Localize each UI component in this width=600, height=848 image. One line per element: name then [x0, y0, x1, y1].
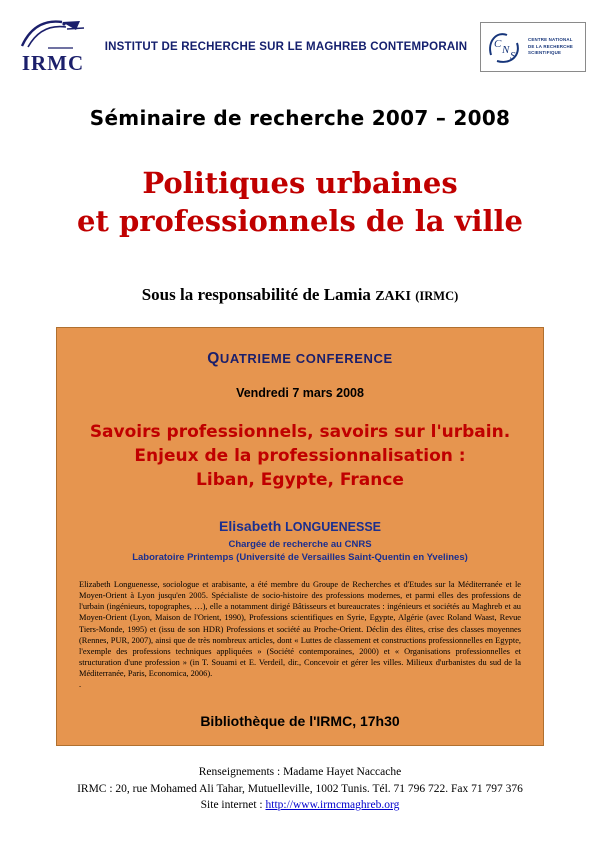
cnrs-logo	[480, 22, 586, 72]
speaker-bio-tail: .	[79, 680, 82, 690]
conference-title-line2: Enjeux de la professionnalisation :	[134, 445, 466, 466]
conference-title	[75, 420, 525, 492]
footer-address: IRMC : 20, rue Mohamed Ali Tahar, Mutuelleville, 1002 Tunis. Tél. 71 796 722. Fax 71 797 376	[77, 782, 523, 795]
main-title-line1: Politiques urbaines	[142, 166, 458, 200]
irmc-emblem-icon	[18, 18, 88, 50]
footer-website-link[interactable]: http://www.irmcmaghreb.org	[265, 799, 400, 812]
svg-text:S: S	[510, 50, 516, 62]
footer	[0, 764, 600, 814]
footer-website-line	[0, 797, 600, 814]
conference-number-rest: UATRIEME CONFERENCE	[219, 350, 393, 366]
conference-date: Vendredi 7 mars 2008	[236, 385, 364, 400]
cnrs-caption-line2: DE LA RECHERCHE	[528, 43, 574, 49]
main-title	[0, 164, 600, 241]
speaker-bio	[75, 579, 525, 691]
conference-title-line3: Liban, Egypte, France	[196, 469, 404, 490]
speaker-lab: Laboratoire Printemps (Université de Versailles Saint-Quentin en Yvelines)	[132, 551, 468, 563]
irmc-logo	[14, 18, 92, 76]
cnrs-caption-line3: SCIENTIFIQUE	[528, 50, 562, 56]
conference-venue: Bibliothèque de l'IRMC, 17h30	[200, 712, 400, 729]
conference-number-initial: Q	[207, 349, 220, 367]
irmc-logo-text: IRMC	[21, 51, 85, 75]
speaker-name	[75, 518, 525, 534]
responsibility-line	[0, 285, 600, 305]
speaker-bio-text: Elizabeth Longuenesse, sociologue et arabisante, a été membre du Groupe de Recherches et d'Etudes sur la Méditerranée et le Moyen-Orient à Lyon jusqu'en 2005. Spécialiste de socio-histoire des professions modernes, et parmi elles des professions de l'urbain (ingénieurs, topographes, …), elle a notamment dirigé Bâtisseurs et bureaucrates : ingénieurs et sociétés au Maghreb et au Moyen-Orient (Lyon, Maison de l'Orient, 1990), Professions scientifiques en Syrie, Egypte, Algérie (avec Roland Waast, Revue Tiers-Monde, 1995) et (issu de son HDR) Professions et société au Proche-Orient. Déclin des élites, crise des classes moyennes (Rennes, PUR, 2007), ainsi que de très nombreux articles, dont « Luttes de classement et constructions professionnelles en Egypte, l'exemple des professions techniques appliquées » (Société contemporaines, 2000) et « Organisations professionnelles et structuration d'une profession » (in T. Souami et E. Verdeil, dir., Concevoir et gérer les villes. Milieux d'urbanistes du sud de la Méditerranée, Paris, Economica, 2006).	[79, 579, 521, 679]
speaker-lastname: LONGUENESSE	[285, 519, 381, 534]
speaker-firstname: Elisabeth	[219, 517, 282, 534]
main-title-line2: et professionnels de la ville	[77, 204, 523, 239]
cnrs-emblem-icon	[485, 27, 525, 67]
speaker-role: Chargée de recherche au CNRS	[228, 538, 372, 550]
conference-panel	[56, 327, 544, 746]
conference-title-line1: Savoirs professionnels, savoirs sur l'urbain.	[89, 421, 511, 442]
footer-website-label: Site internet :	[200, 799, 266, 812]
responsibility-prefix: Sous la responsabilité de Lamia	[141, 284, 371, 304]
header	[0, 0, 600, 80]
svg-text:C: C	[494, 38, 502, 50]
svg-text:N: N	[502, 44, 510, 56]
conference-number	[75, 350, 525, 368]
footer-contact: Renseignements : Madame Hayet Naccache	[198, 765, 402, 778]
responsibility-name: ZAKI	[375, 288, 411, 304]
cnrs-caption	[525, 37, 573, 57]
seminar-title: Séminaire de recherche 2007 – 2008	[89, 106, 511, 130]
responsibility-affiliation: (IRMC)	[415, 288, 459, 303]
cnrs-caption-line1: CENTRE NATIONAL	[528, 37, 573, 43]
institute-title: INSTITUT DE RECHERCHE SUR LE MAGHREB CONTEMPORAIN	[104, 40, 468, 53]
